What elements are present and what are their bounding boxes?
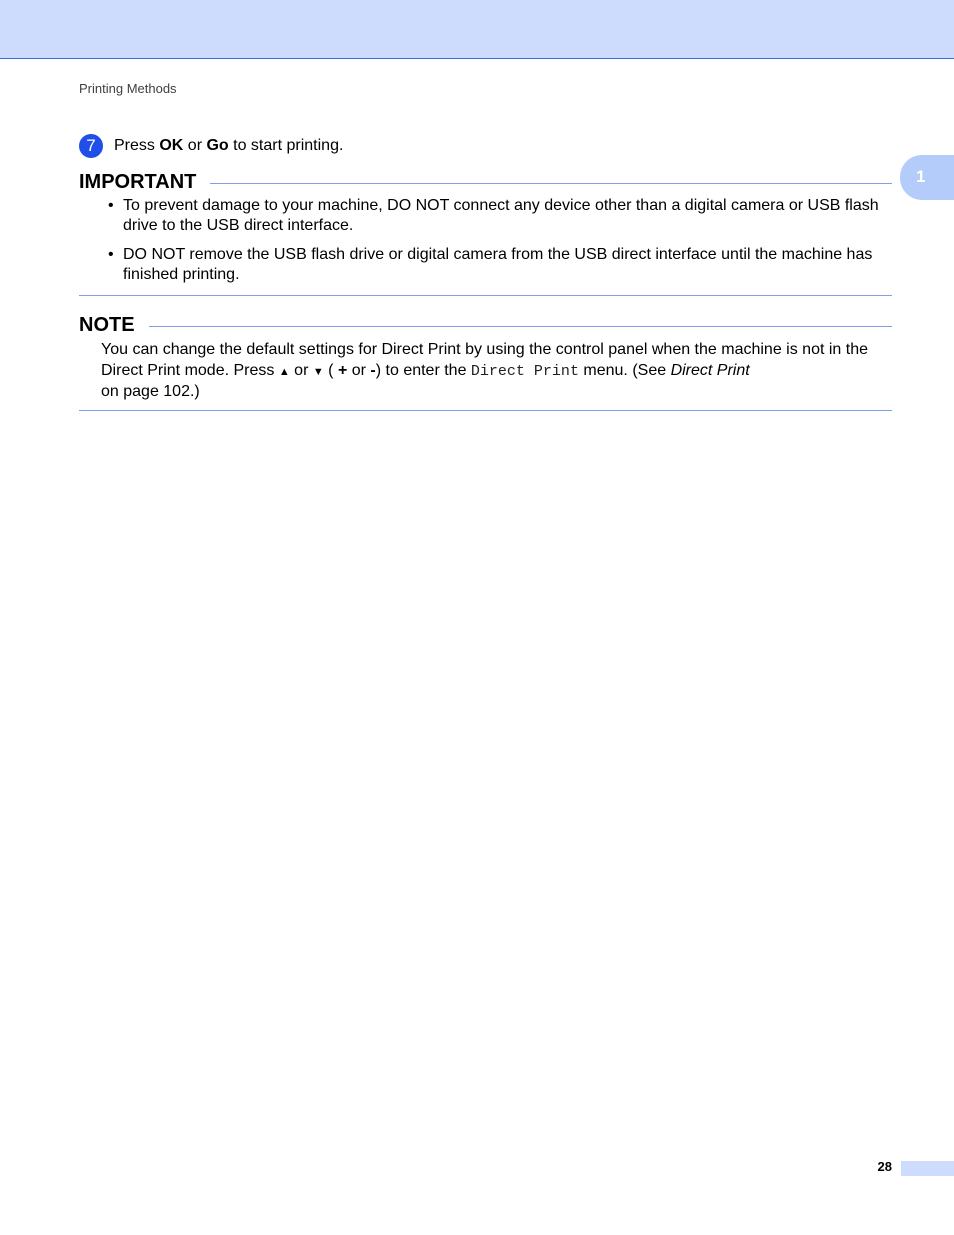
go-key: Go	[206, 137, 229, 154]
important-heading: IMPORTANT	[79, 171, 197, 193]
note-body: You can change the default settings for Direct Print by using the control panel when the machine is not in the Direct Print mode. Press ▲ or ▼ ( + or -) to enter the Direct Print menu. (See Direct Print on page 102.)	[101, 341, 868, 400]
bullet-icon: •	[108, 197, 114, 214]
bullet-icon: •	[108, 246, 114, 263]
step-number-icon: 7	[79, 134, 103, 158]
note-heading: NOTE	[79, 314, 135, 336]
step-7	[79, 134, 343, 158]
important-bottom-rule	[79, 295, 892, 296]
page-number: 28	[877, 1159, 892, 1174]
xref-page: on page 102.)	[101, 383, 200, 400]
chapter-tab[interactable]: 1	[900, 155, 954, 200]
breadcrumb: Printing Methods	[79, 81, 177, 96]
note-heading-rule	[149, 326, 892, 327]
important-list	[79, 196, 892, 294]
list-item: • To prevent damage to your machine, DO NOT connect any device other than a digital camera or USB flash drive to the USB direct interface.	[108, 197, 879, 234]
important-heading-rule	[210, 183, 892, 184]
note-bottom-rule	[79, 410, 892, 411]
minus-key: -	[370, 361, 376, 379]
header-band	[0, 0, 954, 59]
important-heading-row	[79, 171, 892, 194]
ok-key: OK	[159, 137, 184, 154]
step-text: Press OK or Go to start printing.	[114, 137, 344, 154]
xref-link[interactable]: Direct Print	[670, 361, 750, 379]
list-item: • DO NOT remove the USB flash drive or digital camera from the USB direct interface until the machine has finished printing.	[108, 246, 873, 283]
up-arrow-icon: ▲	[278, 365, 290, 378]
down-arrow-icon: ▼	[312, 365, 324, 378]
plus-key: +	[337, 361, 348, 379]
page-tab	[901, 1161, 954, 1176]
note-heading-row	[79, 314, 892, 337]
menu-name: Direct Print	[470, 362, 579, 380]
